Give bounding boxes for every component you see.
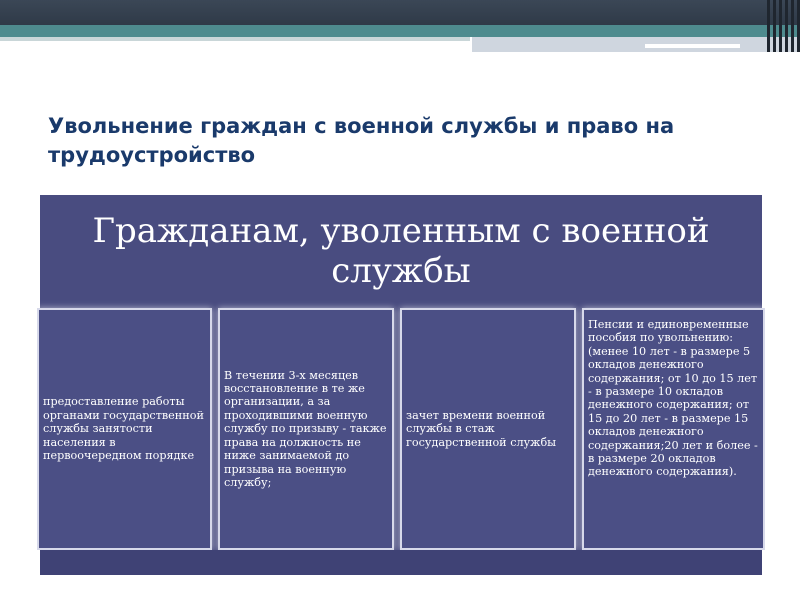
top-right-line <box>645 44 740 48</box>
benefit-cell-employment: предоставление работы органами государственной службы занятости населения в первоочередном порядке <box>37 308 212 550</box>
decorative-stripes <box>755 0 800 52</box>
benefit-cell-reinstatement: В течении 3-х месяцев восстановление в те же организации, а за проходившими военную службу по призыву - также права на должность не ниже занимаемой до призыва на военную службу; <box>218 308 394 550</box>
top-teal-bar <box>0 25 800 37</box>
slide-title: Увольнение граждан с военной службы и право на трудоустройство <box>48 114 675 167</box>
benefit-cell-pensions: Пенсии и единовременные пособия по увольнению: (менее 10 лет - в размере 5 окладов денежного содержания; от 10 до 15 лет - в размере 10 окладов денежного содержания; от 15 до 20 лет - в размере 15 окладов денежного содержания;20 лет и более - в размере 20 окладов денежного содержания). <box>582 308 765 550</box>
top-light-strip <box>0 37 470 41</box>
top-dark-bar <box>0 0 800 25</box>
panel-footer <box>40 550 762 575</box>
benefit-cells <box>37 308 765 550</box>
benefit-cell-service-credit: зачет времени военной службы в стаж государственной службы <box>400 308 576 550</box>
panel-header: Гражданам, уволенным с военной службы <box>92 211 710 291</box>
top-right-block <box>472 37 800 52</box>
